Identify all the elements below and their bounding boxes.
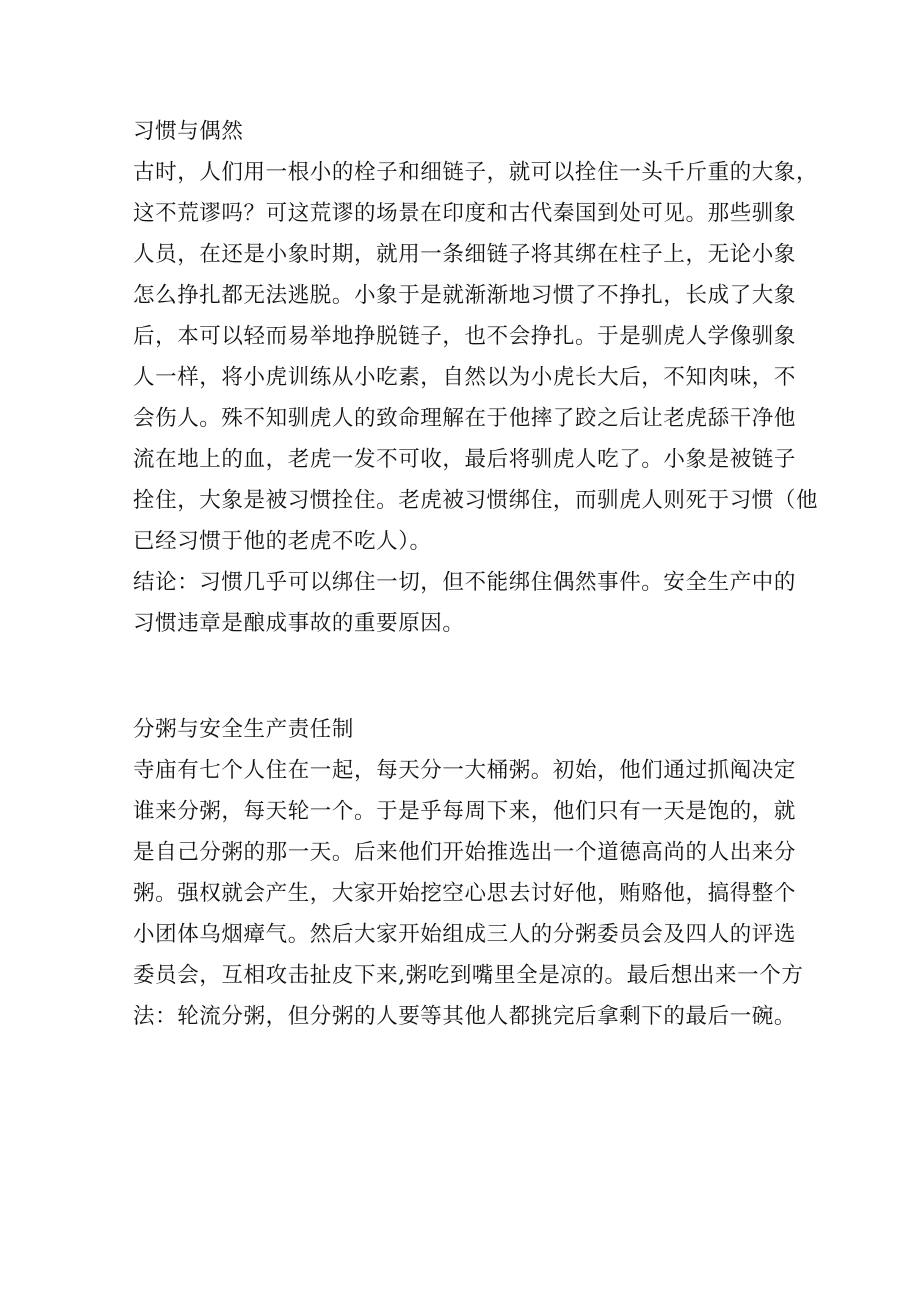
- conclusion-line: 习惯违章是酿成事故的重要原因。: [133, 611, 465, 636]
- paragraph-line: 法：轮流分粥，但分粥的人要等其他人都挑完后拿剩下的最后一碗。: [133, 1004, 797, 1029]
- section-title-porridge: 分粥与安全生产责任制: [133, 717, 355, 742]
- paragraph-line: 怎么挣扎都无法逃脱。小象于是就渐渐地习惯了不挣扎，长成了大象: [133, 283, 797, 308]
- paragraph-line: 已经习惯于他的老虎不吃人）。: [133, 529, 432, 554]
- conclusion-line: 结论：习惯几乎可以绑住一切，但不能绑住偶然事件。安全生产中的: [133, 570, 797, 595]
- paragraph-line: 小团体乌烟瘴气。然后大家开始组成三人的分粥委员会及四人的评选: [133, 922, 797, 947]
- section-title-habit: 习惯与偶然: [133, 119, 244, 144]
- paragraph-line: 谁来分粥，每天轮一个。于是乎每周下来，他们只有一天是饱的，就: [133, 799, 797, 824]
- paragraph-line: 是自己分粥的那一天。后来他们开始推选出一个道德高尚的人出来分: [133, 840, 797, 865]
- paragraph-line: 寺庙有七个人住在一起，每天分一大桶粥。初始，他们通过抓阄决定: [133, 758, 797, 783]
- section-spacer: [133, 644, 793, 709]
- paragraph-line: 后，本可以轻而易举地挣脱链子，也不会挣扎。于是驯虎人学像驯象: [133, 324, 797, 349]
- paragraph-line: 这不荒谬吗？可这荒谬的场景在印度和古代秦国到处可见。那些驯象: [133, 201, 797, 226]
- paragraph-line: 古时，人们用一根小的栓子和细链子，就可以拴住一头千斤重的大象，: [133, 160, 819, 185]
- paragraph-line: 会伤人。殊不知驯虎人的致命理解在于他摔了跤之后让老虎舔干净他: [133, 406, 797, 431]
- paragraph-line: 委员会，互相攻击扯皮下来,粥吃到嘴里全是凉的。最后想出来一个方: [133, 963, 804, 988]
- paragraph-line: 人一样，将小虎训练从小吃素，自然以为小虎长大后，不知肉味，不: [133, 365, 797, 390]
- paragraph-line: 人员，在还是小象时期，就用一条细链子将其绑在柱子上，无论小象: [133, 242, 797, 267]
- paragraph-line: 拴住，大象是被习惯拴住。老虎被习惯绑住，而驯虎人则死于习惯（他: [133, 488, 819, 513]
- paragraph-line: 流在地上的血，老虎一发不可收，最后将驯虎人吃了。小象是被链子: [133, 447, 797, 472]
- paragraph-line: 粥。强权就会产生，大家开始挖空心思去讨好他，贿赂他，搞得整个: [133, 881, 797, 906]
- document-page: [133, 111, 819, 1037]
